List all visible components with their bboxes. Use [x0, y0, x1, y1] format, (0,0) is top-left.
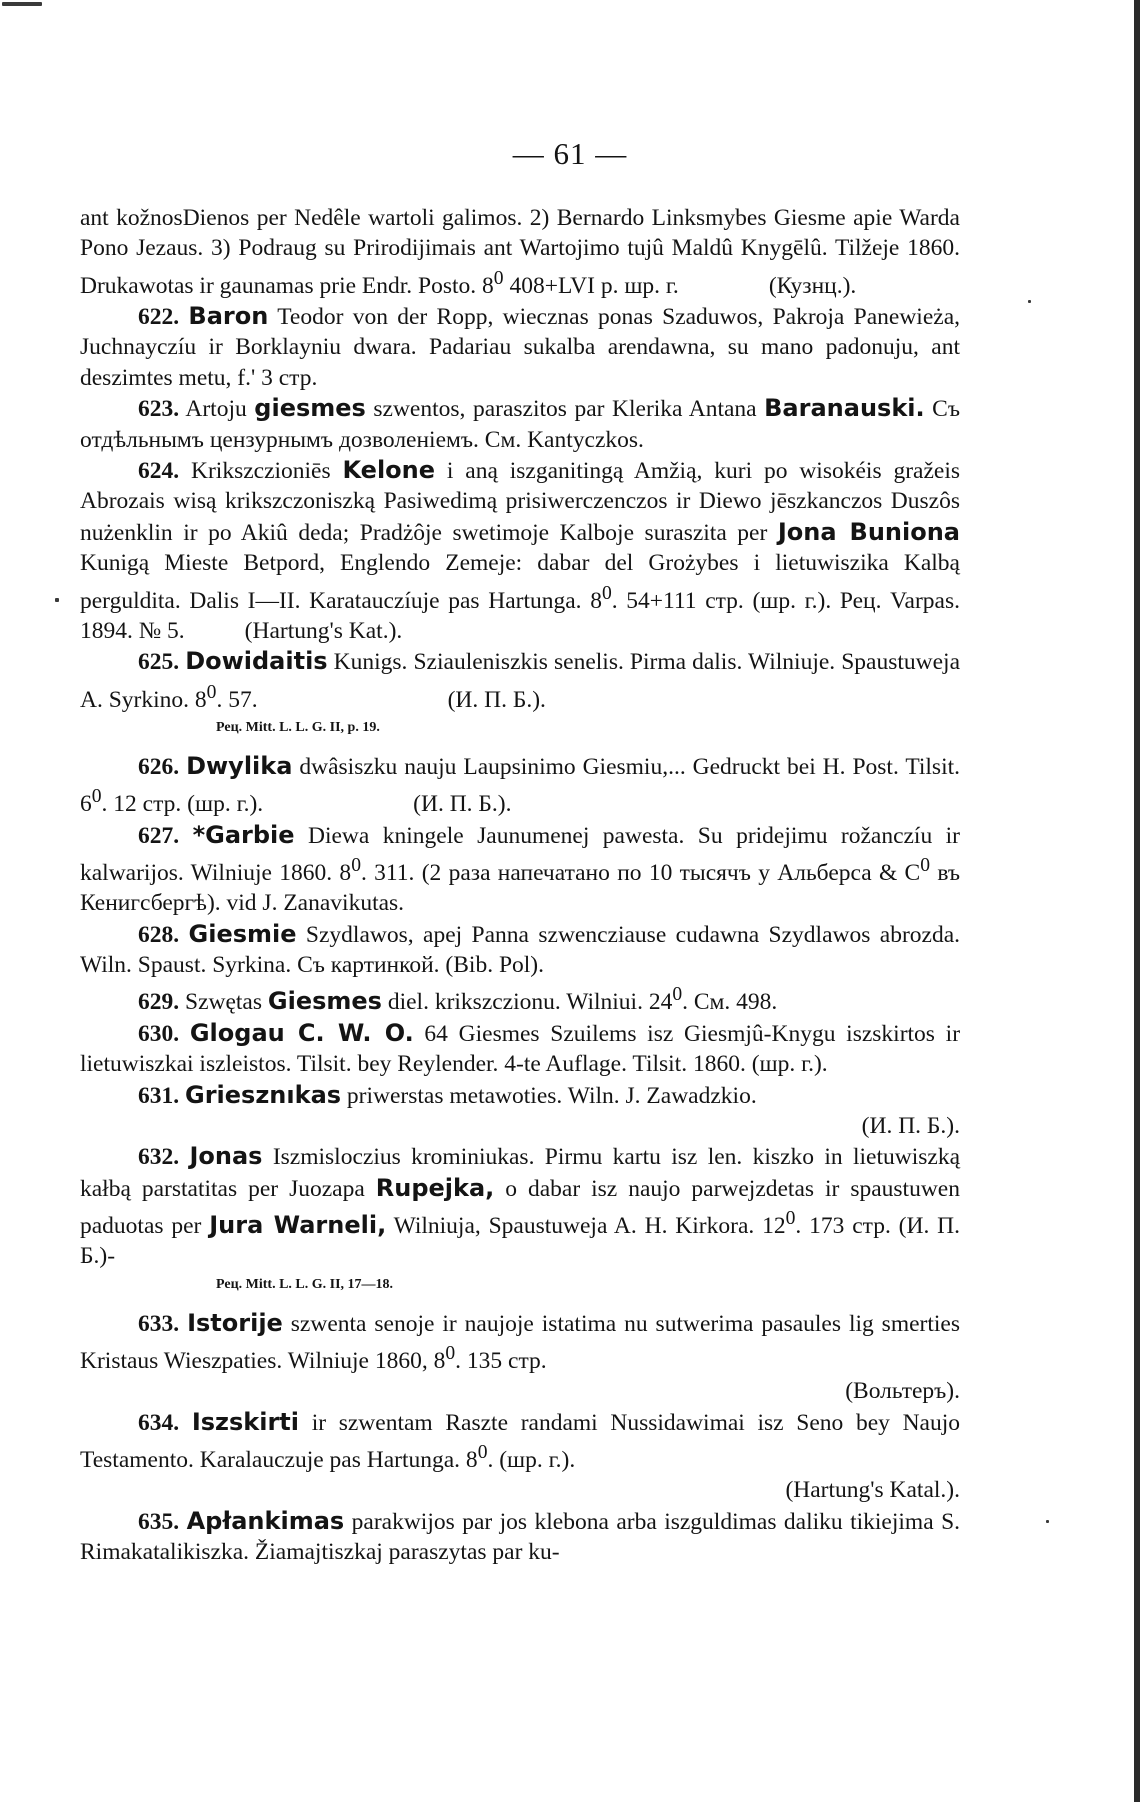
- source-ref: (Кузнц.).: [768, 272, 857, 299]
- entry-number: 630.: [138, 1020, 180, 1047]
- entry-text: . 12 стр. (шр. г.).: [101, 791, 264, 818]
- entry-heading: Istorije: [187, 1308, 283, 1337]
- entry-number: 629.: [138, 989, 180, 1016]
- catalog-text: [80, 203, 960, 1568]
- superscript: 0: [445, 1343, 456, 1365]
- superscript: 0: [206, 681, 217, 703]
- source-ref-line: [80, 1475, 960, 1505]
- entry-text: Kunigą Mieste Betpord, Englendo Zemeje: dabar del Grożybes i lietuwiszika Kalbą perguldita. Dalis I—II. Karatauczíuje pas Hartunga. 8: [80, 550, 960, 614]
- entry-text: . 57.: [216, 686, 258, 713]
- superscript: 0: [920, 855, 931, 877]
- entry-text: i aną iszganitingą Amžią, kuri po wisokéis gražeis Abrozais wisą krikszczoniszką Pasiwedimą prisiwerczenczos ir Diewo jēszkanczos Duszôs nużenklin ir po Akiû deda; Pradżôje swetimoje Kalboje suraszita per: [80, 458, 960, 546]
- entry-text: . 54+111 стр. (шр. г.). Рец. Varpas. 1894. № 5.: [80, 587, 960, 644]
- entry-number: 635.: [138, 1508, 180, 1535]
- entry-text: . (шр. г.).: [487, 1447, 576, 1474]
- review-note: Рец. Mitt. L. L. G. II, 17—18.: [216, 1276, 394, 1292]
- superscript: 0: [477, 1442, 488, 1464]
- entry-text: . 135 стр.: [455, 1348, 547, 1375]
- entry-heading: *Garbie: [192, 820, 295, 849]
- entry-text: Teodor von der Ropp, wiecznas ponas Szaduwos, Pakroja Panewieża, Juchnayczíu ir Borklayniu dwara. Padariau sukalba arendawna, su mano padonuju, ant deszimtes metu, f.' 3 стр.: [80, 304, 960, 391]
- entry-632: [80, 1141, 960, 1271]
- superscript: 0: [672, 984, 683, 1006]
- entry-heading: Jonas: [189, 1142, 263, 1171]
- entry-634: [80, 1407, 960, 1476]
- entry-627: [80, 820, 960, 919]
- entry-heading: Baranauski.: [764, 394, 925, 423]
- source-ref: (Hartung's Katal.).: [785, 1477, 960, 1504]
- entry-text: diel. krikszczionu. Wilniui. 24: [381, 989, 673, 1016]
- entry-text: parakwijos par jos klebona arba iszguldimas daliku tikiejima S. Rimakatalikiszka. Žiamajtiszkaj paraszytas par ku-: [80, 1508, 961, 1566]
- entry-text: Съ отдѣльнымъ цензурнымъ дозволеніемъ. См. Kantyczkos.: [80, 396, 960, 453]
- entry-number: 634.: [138, 1409, 180, 1436]
- entry-text: 64 Giesmes Szuilems isz Giesmjû-Knygu iszskirtos ir lietuwiszkai iszleistos. Tilsit. bey Reylender. 4-te Auflage. Tilsit. 1860. (шр. г.).: [80, 1020, 961, 1078]
- entry-text: priwerstas metawoties. Wiln. J. Zawadzkio.: [341, 1082, 757, 1109]
- source-ref-line: [80, 1376, 960, 1406]
- entry-heading: Glogau C. W. O.: [189, 1018, 414, 1047]
- superscript: 0: [351, 855, 361, 877]
- entry-628: [80, 919, 960, 981]
- entry-heading: Giesmie: [188, 919, 297, 948]
- source-ref: (Hartung's Kat.).: [244, 617, 403, 644]
- text-run: ant kožnos: [80, 205, 183, 231]
- entry-heading: Rupejka,: [375, 1173, 495, 1202]
- entry-text: szwenta senoje ir naujoje istatima nu sutwerima pasaules lig smerties Kristaus Wieszpaties. Wilniuje 1860, 8: [80, 1310, 961, 1375]
- entry-text: . 173 стр. (И. П. Б.)-: [80, 1212, 961, 1270]
- entry-text: Kunigs. Sziauleniszkis senelis. Pirma dalis. Wilniuje. Spaustuweja A. Syrkino. 8: [80, 649, 960, 713]
- review-note: Рец. Mitt. L. L. G. II, p. 19.: [216, 719, 380, 735]
- text-run: Dienos per Nedêle wartoli galimos. 2) Bernardo Linksmybes Giesme apie Warda Pono Jezaus. 3) Podraug su Prirodijimais ant Wartojimo tujû Maldû Knygēlû. Tilžeje 1860. Drukawotas ir gaunamas prie Endr. Posto. 8: [80, 205, 960, 299]
- entry-text: o dabar isz naujo parwejzdetas ir spaustuwen paduotas per: [80, 1175, 960, 1239]
- entry-number: 632.: [138, 1144, 180, 1171]
- scan-speck: [1046, 1520, 1049, 1523]
- entry-heading: Griesznıkas: [185, 1080, 342, 1109]
- entry-heading: Jura Warneli,: [209, 1210, 387, 1239]
- scan-speck: [2, 2, 42, 6]
- entry-624: [80, 455, 960, 646]
- text-run: 408+LVI p. шр. г.: [503, 272, 679, 299]
- entry-number: 633.: [138, 1310, 180, 1337]
- entry-623: [80, 393, 960, 455]
- entry-text: ir szwentam Raszte randami Nussidawimai isz Seno bey Naujo Testamento. Karalauczuje pas Hartunga. 8: [80, 1409, 960, 1474]
- entry-text: Iszmisloczius krominiukas. Pirmu kartu isz len. kiszko in lietuwiszką kałbą parstatitas per Juozapa: [80, 1144, 961, 1202]
- source-ref: (И. П. Б.).: [861, 1112, 960, 1139]
- entry-number: 631.: [138, 1082, 180, 1109]
- entry-heading: Dwylika: [186, 751, 293, 780]
- entry-continuation: [80, 203, 960, 301]
- entry-text: Krikszczioniēs: [179, 458, 343, 485]
- entry-number: 624.: [138, 458, 180, 485]
- entry-number: 628.: [138, 921, 180, 948]
- entry-text: въ Кенигсбергѣ). vid J. Zanavikutas.: [80, 859, 961, 917]
- entry-635: [80, 1506, 960, 1568]
- entry-number: 623.: [138, 396, 180, 423]
- entry-630: [80, 1018, 960, 1080]
- entry-heading: Baron: [188, 302, 269, 331]
- entry-text: dwâsiszku nauju Laupsinimo Giesmiu,... Gedruckt bei H. Post. Tilsit. 6: [80, 753, 961, 818]
- entry-text: Szwętas: [179, 989, 268, 1016]
- entry-number: 625.: [138, 649, 180, 676]
- source-ref: (И. П. Б.).: [413, 791, 512, 818]
- superscript: 0: [493, 267, 504, 289]
- entry-631: [80, 1080, 960, 1111]
- entry-heading: Dowidaitis: [185, 647, 328, 676]
- entry-text: . 311. (2 раза напечатано по 10 тысячъ у Альберса & C: [360, 859, 921, 886]
- entry-text: Szydlawos, apej Panna szwencziause cudawna Szydlawos abrozda. Wiln. Spaust. Syrkina. Съ картинкой. (Bib. Pol).: [80, 921, 961, 979]
- entry-text: . См. 498.: [682, 989, 778, 1016]
- superscript: 0: [601, 582, 612, 604]
- entry-626: [80, 751, 960, 820]
- entry-text: Wilniuja, Spaustuweja A. H. Kirkora. 12: [386, 1212, 786, 1239]
- entry-heading: Iszskirti: [191, 1407, 300, 1436]
- superscript: 0: [91, 786, 102, 808]
- entry-heading: Apłankimas: [186, 1506, 345, 1535]
- superscript: 0: [785, 1208, 796, 1230]
- entry-heading: Giesmes: [267, 987, 382, 1016]
- source-ref: (Вольтеръ).: [845, 1378, 960, 1405]
- entry-number: 626.: [138, 753, 180, 780]
- entry-heading: Jona Buniona: [777, 517, 960, 546]
- scan-speck: [1028, 300, 1031, 303]
- entry-heading: Kelone: [342, 456, 436, 485]
- entry-text: Artoju: [179, 396, 255, 423]
- entry-heading: giesmes: [254, 394, 366, 423]
- right-edge-shadow: [1134, 0, 1140, 1802]
- entry-625: [80, 646, 960, 715]
- entry-text: szwentos, paraszitos par Klerika Antana: [365, 396, 765, 423]
- entry-number: 627.: [138, 822, 180, 849]
- page-number: — 61 —: [512, 136, 628, 171]
- scan-speck: [55, 598, 59, 602]
- entry-number: 622.: [138, 304, 180, 331]
- source-ref: (И. П. Б.).: [447, 686, 546, 713]
- entry-629: [80, 980, 960, 1017]
- entry-text: Diewa kningele Jaunumenej pawesta. Su pridejimu rožanczíu ir kalwarijos. Wilniuje 1860. 8: [80, 822, 961, 886]
- entry-633: [80, 1308, 960, 1377]
- source-ref-line: [80, 1111, 960, 1141]
- entry-622: [80, 301, 960, 393]
